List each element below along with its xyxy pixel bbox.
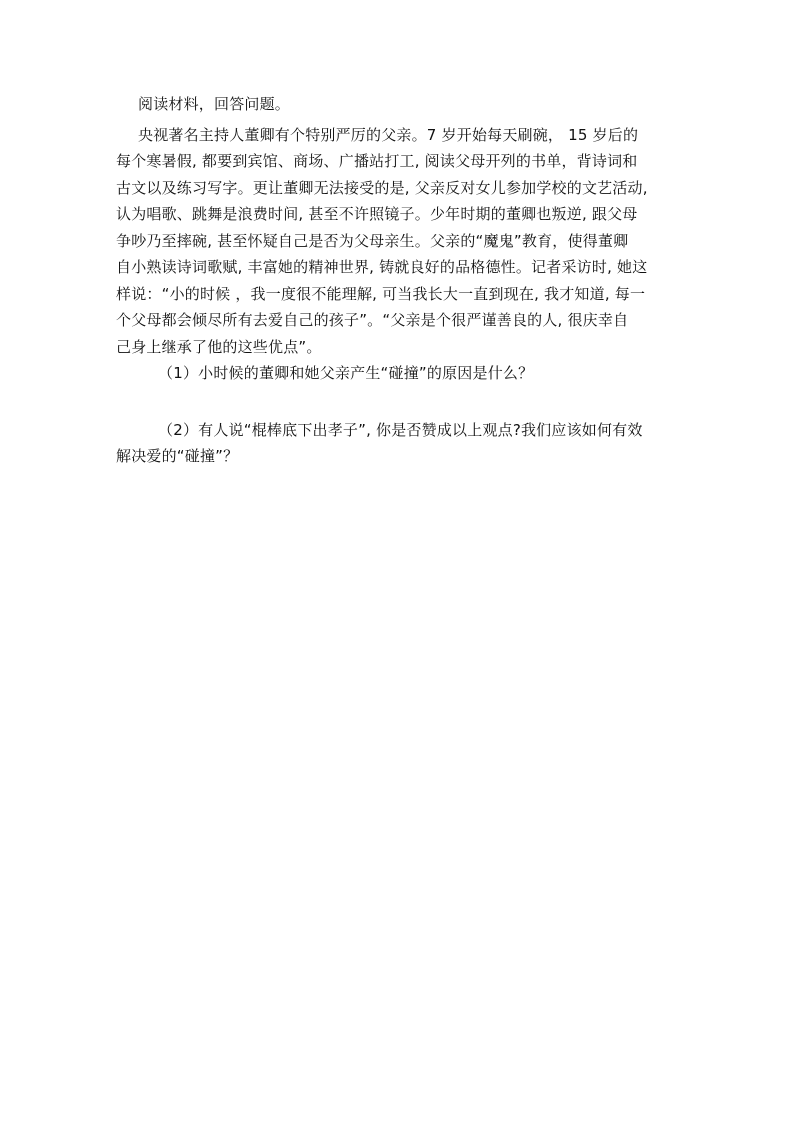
passage-line: 每个寒暑假, 都要到宾馆、商场、广播站打工, 阅读父母开列的书单，背诗词和 <box>116 152 638 170</box>
passage-line: 争吵乃至摔碗, 甚至怀疑自己是否为父母亲生。父亲的“魔鬼”教育，使得董卿 <box>116 231 629 250</box>
passage-line: 自小熟读诗词歌赋, 丰富她的精神世界, 铸就良好的品格德性。记者采访时, 她这 <box>116 258 648 276</box>
passage-line: 己身上继承了他的这些优点”。 <box>116 337 322 356</box>
passage-line: 个父母都会倾尽所有去爱自己的孩子”。“父亲是个很严谨善良的人, 很庆幸自 <box>116 311 629 329</box>
passage-line: 央视著名主持人董卿有个特别严厉的父亲。7 岁开始每天刷碗， 15 岁后的 <box>138 125 639 144</box>
passage-line: 认为唱歌、跳舞是浪费时间, 甚至不许照镜子。少年时期的董卿也叛逆, 跟父母 <box>116 205 638 223</box>
passage-line: 古文以及练习写字。更让董卿无法接受的是, 父亲反对女儿参加学校的文艺活动, <box>116 178 648 197</box>
question-2 <box>116 417 678 470</box>
question-2-line: （2）有人说“棍棒底下出孝子”, 你是否赞成以上观点?我们应该如何有效 <box>158 420 643 439</box>
question-2-line: 解决爱的“碰撞”？ <box>116 447 239 465</box>
passage-line: 样说：“小的时候 ，我一度很不能理解, 可当我长大一直到现在, 我才知道, 每一 <box>116 284 646 303</box>
question-1: （1）小时候的董卿和她父亲产生“碰撞”的原因是什么？ <box>158 364 534 382</box>
reading-passage <box>116 122 678 361</box>
document-content <box>116 91 678 470</box>
instruction-text: 阅读材料，回答问题。 <box>138 95 291 113</box>
